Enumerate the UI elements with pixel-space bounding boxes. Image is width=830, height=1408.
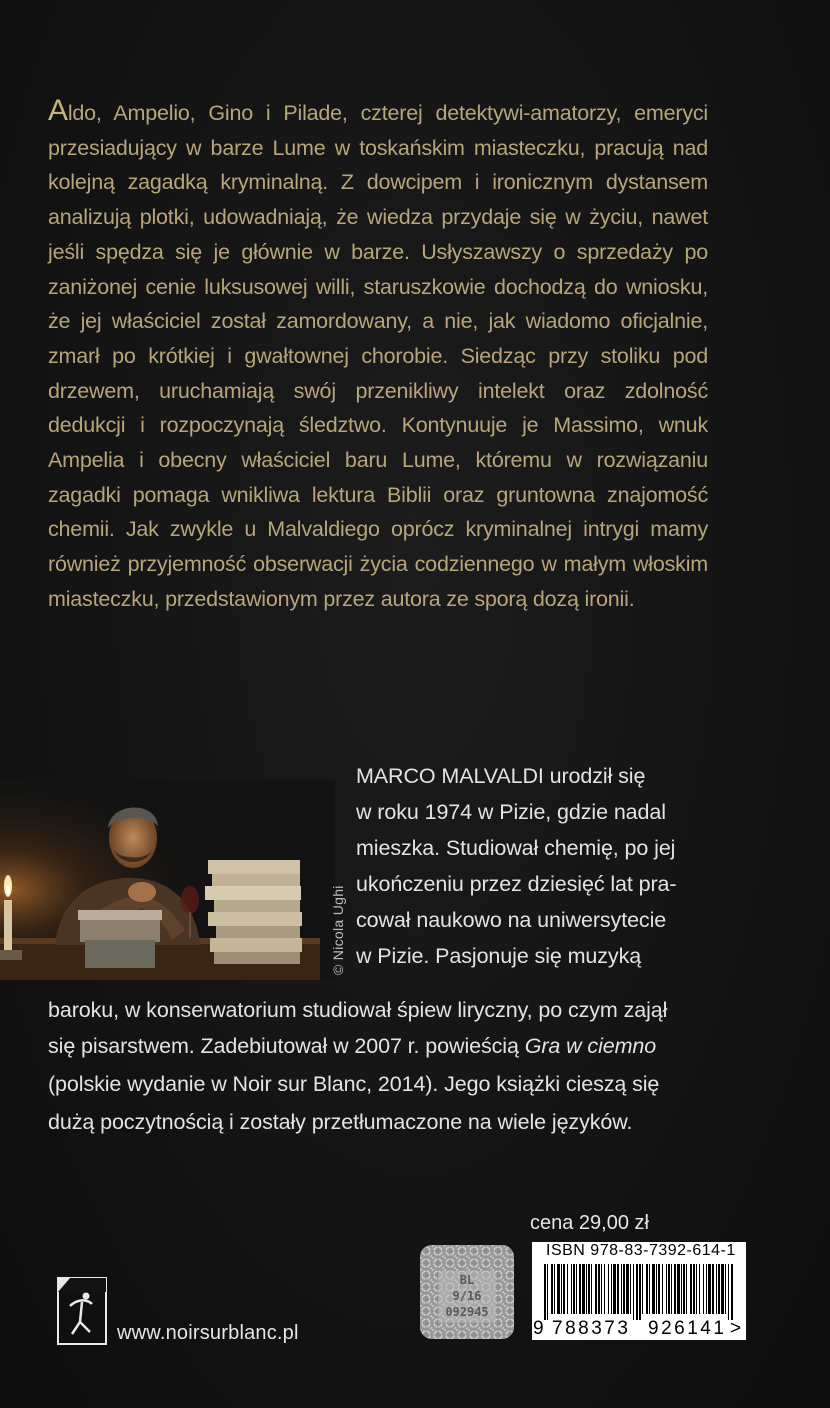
hologram-text: 9/16 [452, 1289, 482, 1303]
price-label: cena 29,00 zł [530, 1212, 649, 1234]
bio-line: ukończeniu przez dziesięć lat pra- [356, 872, 677, 896]
ean-digit: 9 [533, 1318, 544, 1339]
isbn-number: ISBN 978-83-7392-614-1 [546, 1242, 736, 1259]
isbn-barcode [532, 1242, 746, 1340]
bio-line: (polskie wydanie w Noir sur Blanc, 2014). Jego książki cieszą się [48, 1072, 660, 1096]
ean-digits-right: 926141 [648, 1318, 727, 1339]
novel-title: Gra w ciemno [524, 1034, 657, 1058]
author-photo [0, 780, 335, 980]
publisher-logo [56, 1276, 108, 1346]
hologram-text: BL [459, 1273, 475, 1287]
ean-digits-left: 788373 [552, 1318, 631, 1339]
bio-line: w roku 1974 w Pizie, gdzie nadal [356, 800, 666, 824]
publisher-website: www.noirsurblanc.pl [117, 1322, 299, 1344]
ean-marker: > [730, 1318, 742, 1339]
photo-credit: © Nicola Ughi [330, 885, 346, 975]
blurb-dropcap: A [48, 94, 68, 127]
bio-line [48, 1030, 656, 1062]
bio-line: w Pizie. Pasjonuje się muzyką [356, 944, 642, 968]
bio-line: baroku, w konserwatorium studiował śpiew liryczny, po czym zajął [48, 998, 668, 1022]
bio-line: cował naukowo na uniwersytecie [356, 908, 667, 932]
bio-text: się pisarstwem. Zadebiutował w 2007 r. powieścią [48, 1034, 525, 1058]
hologram-text: 092945 [445, 1305, 489, 1319]
hologram-sticker [420, 1245, 514, 1339]
bio-line: dużą poczytnością i zostały przetłumaczone na wiele języków. [48, 1110, 633, 1134]
bio-line: MARCO MALVALDI urodził się [356, 764, 646, 788]
blurb-text: ldo, Ampelio, Gino i Pilade, czterej detektywi-amatorzy, emeryci przesiadujący w barze Lume w toskańskim miasteczku, pracują nad kolejną zagadką kryminalną. Z dowcipem i ironicznym dystansem analizują plotki, udowadniają, że wiedza przydaje się w życiu, nawet jeśli spędza się je głównie w barze. Usłyszawszy o sprzedaży po zaniżonej cenie luksusowej willi, staruszkowie dochodzą do wniosku, że jej właściciel został zamordowany, a nie, jak wiadomo oficjalnie, zmarł po krótkiej i gwałtownej chorobie. Siedząc przy stoliku pod drzewem, uruchamiają swój przenikliwy intelekt oraz zdolność dedukcji i rozpoczynają śledztwo. Kontynuuje je Massimo, wnuk Ampelia i obecny właściciel baru Lume, któremu w rozwiązaniu zagadki pomaga wnikliwa lektura Biblii oraz gruntowna znajomość chemii. Jak zwykle u Malvaldiego oprócz kryminalnej intrygi mamy również przyjemność obserwacji życia codziennego w małym włoskim miasteczku, przedstawionym przez autora ze sporą dozą ironii. [48, 101, 708, 611]
barcode-bars [544, 1264, 734, 1320]
bio-line: mieszka. Studiował chemię, po jej [356, 836, 676, 860]
book-blurb [48, 96, 708, 617]
